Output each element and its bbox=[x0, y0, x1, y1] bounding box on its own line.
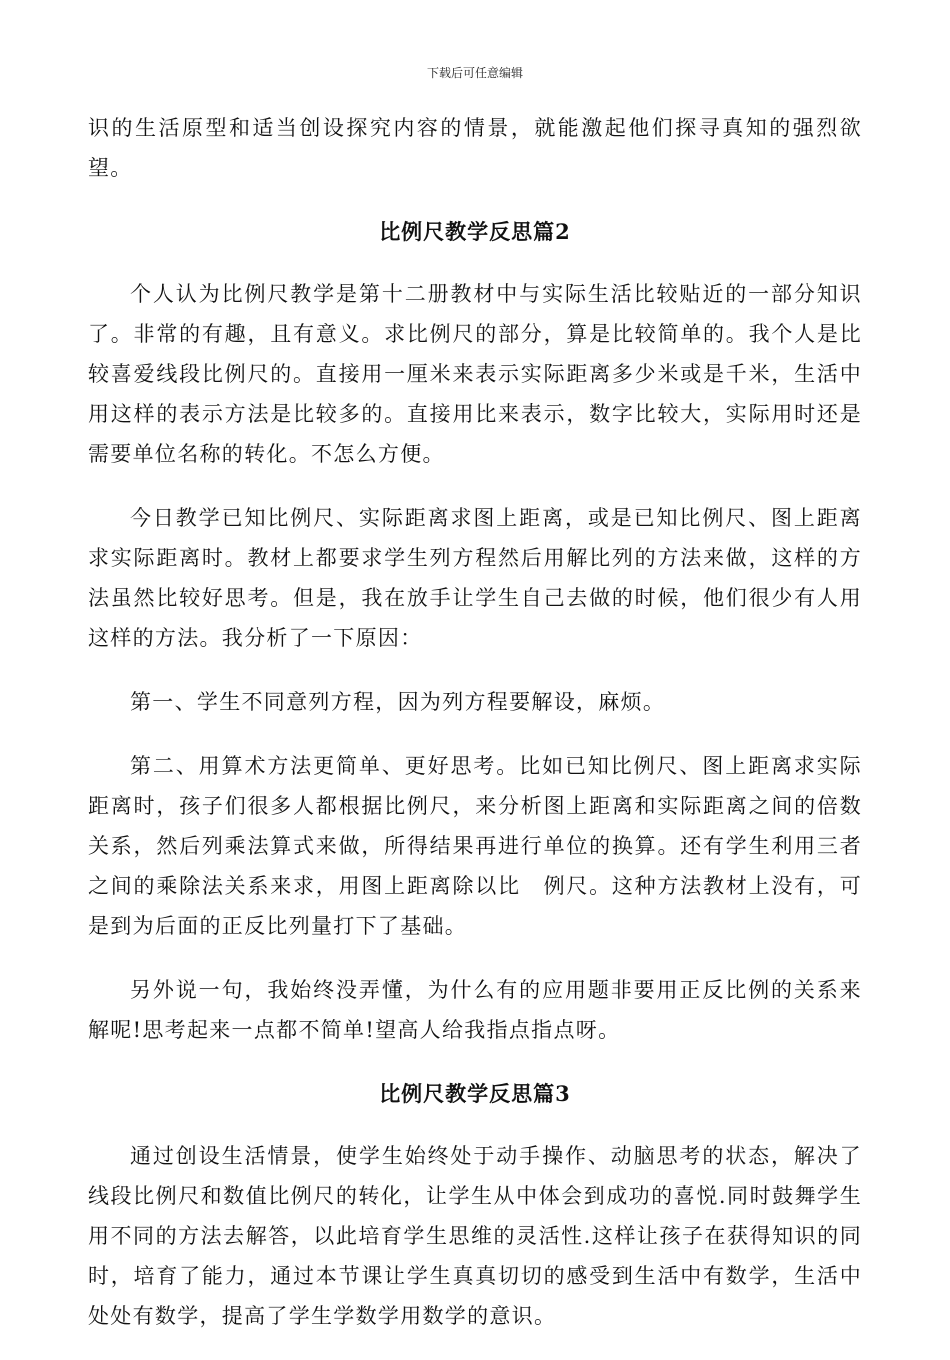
document-body bbox=[88, 108, 862, 1360]
paragraph: 今日教学已知比例尺、实际距离求图上距离，或是已知比例尺、图上距离求实际距离时。教材上都要求学生列方程然后用解比列的方法来做，这样的方法虽然比较好思考。但是，我在放手让学生自己去做的时候，他们很少有人用这样的方法。我分析了一下原因： bbox=[88, 506, 862, 650]
paragraph: 个人认为比例尺教学是第十二册教材中与实际生活比较贴近的一部分知识了。非常的有趣，且有意义。求比例尺的部分，算是比较简单的。我个人是比较喜爱线段比例尺的。直接用一厘米来表示实际距离多少米或是千米，生活中用这样的表示方法是比较多的。直接用比来表示，数字比较大，实际用时还是需要单位名称的转化。不怎么方便。 bbox=[88, 282, 862, 466]
section-title-2: 比例尺教学反思篇2 bbox=[379, 219, 571, 244]
paragraph: 第二、用算术方法更简单、更好思考。比如已知比例尺、图上距离求实际距离时，孩子们很多人都根据比例尺，来分析图上距离和实际距离之间的倍数关系，然后列乘法算式来做，所得结果再进行单位的换算。还有学生利用三者之间的乘除法关系来求，用图上距离除以比 例尺。这种方法教材上没有，可是到为后面的正反比列量打下了基础。 bbox=[88, 754, 862, 938]
section-title-3: 比例尺教学反思篇3 bbox=[379, 1081, 571, 1106]
paragraph-continued: 识的生活原型和适当创设探究内容的情景，就能激起他们探寻真知的强烈欲望。 bbox=[88, 116, 862, 180]
page-header: 下载后可任意编辑 bbox=[426, 66, 523, 80]
paragraph: 第一、学生不同意列方程，因为列方程要解设，麻烦。 bbox=[130, 690, 666, 714]
paragraph: 另外说一句，我始终没弄懂，为什么有的应用题非要用正反比例的关系来解呢!思考起来一点都不简单!望高人给我指点指点呀。 bbox=[88, 978, 862, 1042]
paragraph: 通过创设生活情景，使学生始终处于动手操作、动脑思考的状态，解决了线段比例尺和数值比例尺的转化，让学生从中体会到成功的喜悦.同时鼓舞学生用不同的方法去解答，以此培育学生思维的灵活性.这样让孩子在获得知识的同时，培育了能力，通过本节课让学生真真切切的感受到生活中有数学，生活中处处有数学，提高了学生学数学用数学的意识。 bbox=[88, 1144, 862, 1328]
